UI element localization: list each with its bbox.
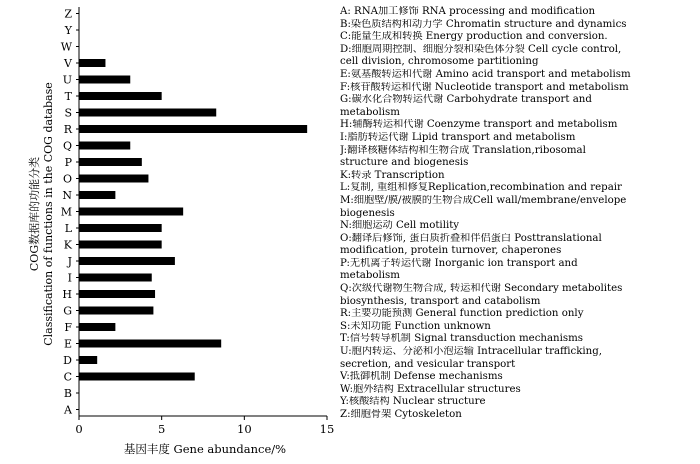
- bar: [79, 356, 97, 364]
- y-tick-label: V: [64, 56, 72, 70]
- legend-line: modification, protein turnover, chaperones: [340, 245, 562, 257]
- bar: [79, 323, 115, 331]
- y-tick-label: T: [64, 89, 72, 103]
- bar: [79, 191, 115, 199]
- bar: [79, 274, 152, 282]
- category-legend: [340, 6, 696, 422]
- y-tick-label: B: [63, 386, 72, 400]
- y-tick-label: O: [62, 172, 72, 186]
- legend-line: K:转录 Transcription: [340, 169, 445, 181]
- y-tick-label: L: [64, 221, 72, 235]
- y-tick-label: S: [64, 106, 72, 120]
- x-tick-label: 10: [237, 422, 252, 436]
- y-tick-label: J: [67, 254, 72, 268]
- y-tick-label: R: [63, 122, 72, 136]
- bar: [79, 290, 155, 298]
- legend-line: U:胞内转运、分泌和小泡运输 Intracellular trafficking,: [340, 346, 603, 358]
- legend-line: M:细胞壁/膜/被膜的生物合成Cell wall/membrane/envelope: [340, 194, 627, 206]
- y-axis-title-english: Classification of functions in the COG database: [42, 82, 55, 346]
- legend-line: S:未知功能 Function unknown: [340, 320, 491, 332]
- legend-line: C:能量生成和转换 Energy production and conversion.: [340, 31, 608, 43]
- y-tick-label: P: [64, 155, 72, 169]
- bar: [79, 208, 183, 216]
- legend-line: Q:次级代谢物生物合成, 转运和代谢 Secondary metabolites: [340, 283, 623, 295]
- legend-line: biogenesis: [340, 207, 395, 219]
- y-tick-label: F: [64, 320, 72, 334]
- y-tick-label: H: [62, 287, 72, 301]
- y-tick-label: E: [63, 337, 72, 351]
- bar: [79, 307, 153, 315]
- legend-line: B:染色质结构和动力学 Chromatin structure and dynamics: [340, 18, 627, 30]
- y-tick-label: C: [63, 370, 72, 384]
- bar: [79, 92, 162, 100]
- legend-line: J:翻译核糖体结构和生物合成 Translation,ribosomal: [340, 144, 586, 156]
- bar: [79, 158, 142, 166]
- bars: [79, 59, 307, 381]
- legend-line: metabolism: [340, 270, 400, 282]
- x-tick-label: 0: [75, 422, 83, 436]
- bar: [79, 257, 175, 265]
- y-tick-label: G: [63, 304, 72, 318]
- legend-line: T:信号转导机制 Signal transduction mechanisms: [340, 333, 583, 345]
- bar: [79, 59, 105, 67]
- y-tick-label: M: [60, 205, 72, 219]
- y-tick-label: U: [62, 73, 72, 87]
- legend-line: N:细胞运动 Cell motility: [340, 220, 460, 232]
- y-tick-label: Q: [62, 139, 72, 153]
- bar: [79, 109, 216, 117]
- legend-line: I:脂肪转运代谢 Lipid transport and metabolism: [340, 131, 576, 143]
- bar: [79, 224, 162, 232]
- legend-line: R:主要功能预测 General function prediction only: [340, 308, 584, 320]
- bar: [79, 340, 221, 348]
- y-tick-label: I: [67, 271, 72, 285]
- legend-line: H:辅酶转运和代谢 Coenzyme transport and metabolism: [340, 119, 618, 131]
- y-tick-label: D: [63, 353, 72, 367]
- legend-line: G:碳水化合物转运代谢 Carbohydrate transport and: [340, 94, 592, 106]
- y-tick-label: Z: [64, 7, 72, 21]
- y-tick-label: A: [64, 403, 72, 417]
- bar: [79, 241, 162, 249]
- legend-line: cell division, chromosome partitioning: [340, 56, 539, 68]
- bar: [79, 76, 130, 84]
- legend-line: L:复制, 重组和修复Replication,recombination and repair: [340, 182, 622, 194]
- y-tick-label: W: [60, 40, 72, 54]
- legend-line: Y:核酸结构 Nuclear structure: [340, 396, 486, 408]
- legend-line: P:无机离子转运代谢 Inorganic ion transport and: [340, 257, 578, 269]
- bar: [79, 373, 195, 381]
- y-tick-label: Y: [64, 23, 72, 37]
- y-tick-label: N: [62, 188, 72, 202]
- legend-line: metabolism: [340, 106, 400, 118]
- legend-line: V:抵御机制 Defense mechanisms: [340, 371, 503, 383]
- legend-line: W:胞外结构 Extracellular structures: [340, 383, 521, 395]
- x-tick-label: 5: [158, 422, 166, 436]
- y-axis-title-chinese: COG数据库的功能分类: [28, 156, 41, 272]
- legend-line: biosynthesis, transport and catabolism: [340, 295, 541, 307]
- legend-line: F:核苷酸转运和代谢 Nucleotide transport and metabolism: [340, 81, 629, 93]
- legend-line: structure and biogenesis: [340, 157, 469, 169]
- legend-line: A: RNA加工修饰 RNA processing and modification: [340, 6, 596, 17]
- legend-line: E:氨基酸转运和代谢 Amino acid transport and metabolism: [340, 68, 631, 80]
- y-tick-label: K: [63, 238, 72, 252]
- bar: [79, 125, 307, 133]
- x-tick-label: 15: [319, 422, 335, 436]
- legend-line: O:翻译后修饰, 蛋白质折叠和伴侣蛋白 Posttranslational: [340, 232, 602, 244]
- bar: [79, 175, 148, 183]
- bar: [79, 142, 130, 150]
- x-axis-title: 基因丰度 Gene abundance/%: [123, 442, 287, 456]
- legend-line: Z:细胞骨架 Cytoskeleton: [340, 409, 462, 420]
- legend-line: secretion, and vesicular transport: [340, 358, 516, 370]
- ticks: [61, 7, 335, 436]
- legend-line: D:细胞周期控制、细胞分裂和染色体分裂 Cell cycle control,: [340, 43, 622, 55]
